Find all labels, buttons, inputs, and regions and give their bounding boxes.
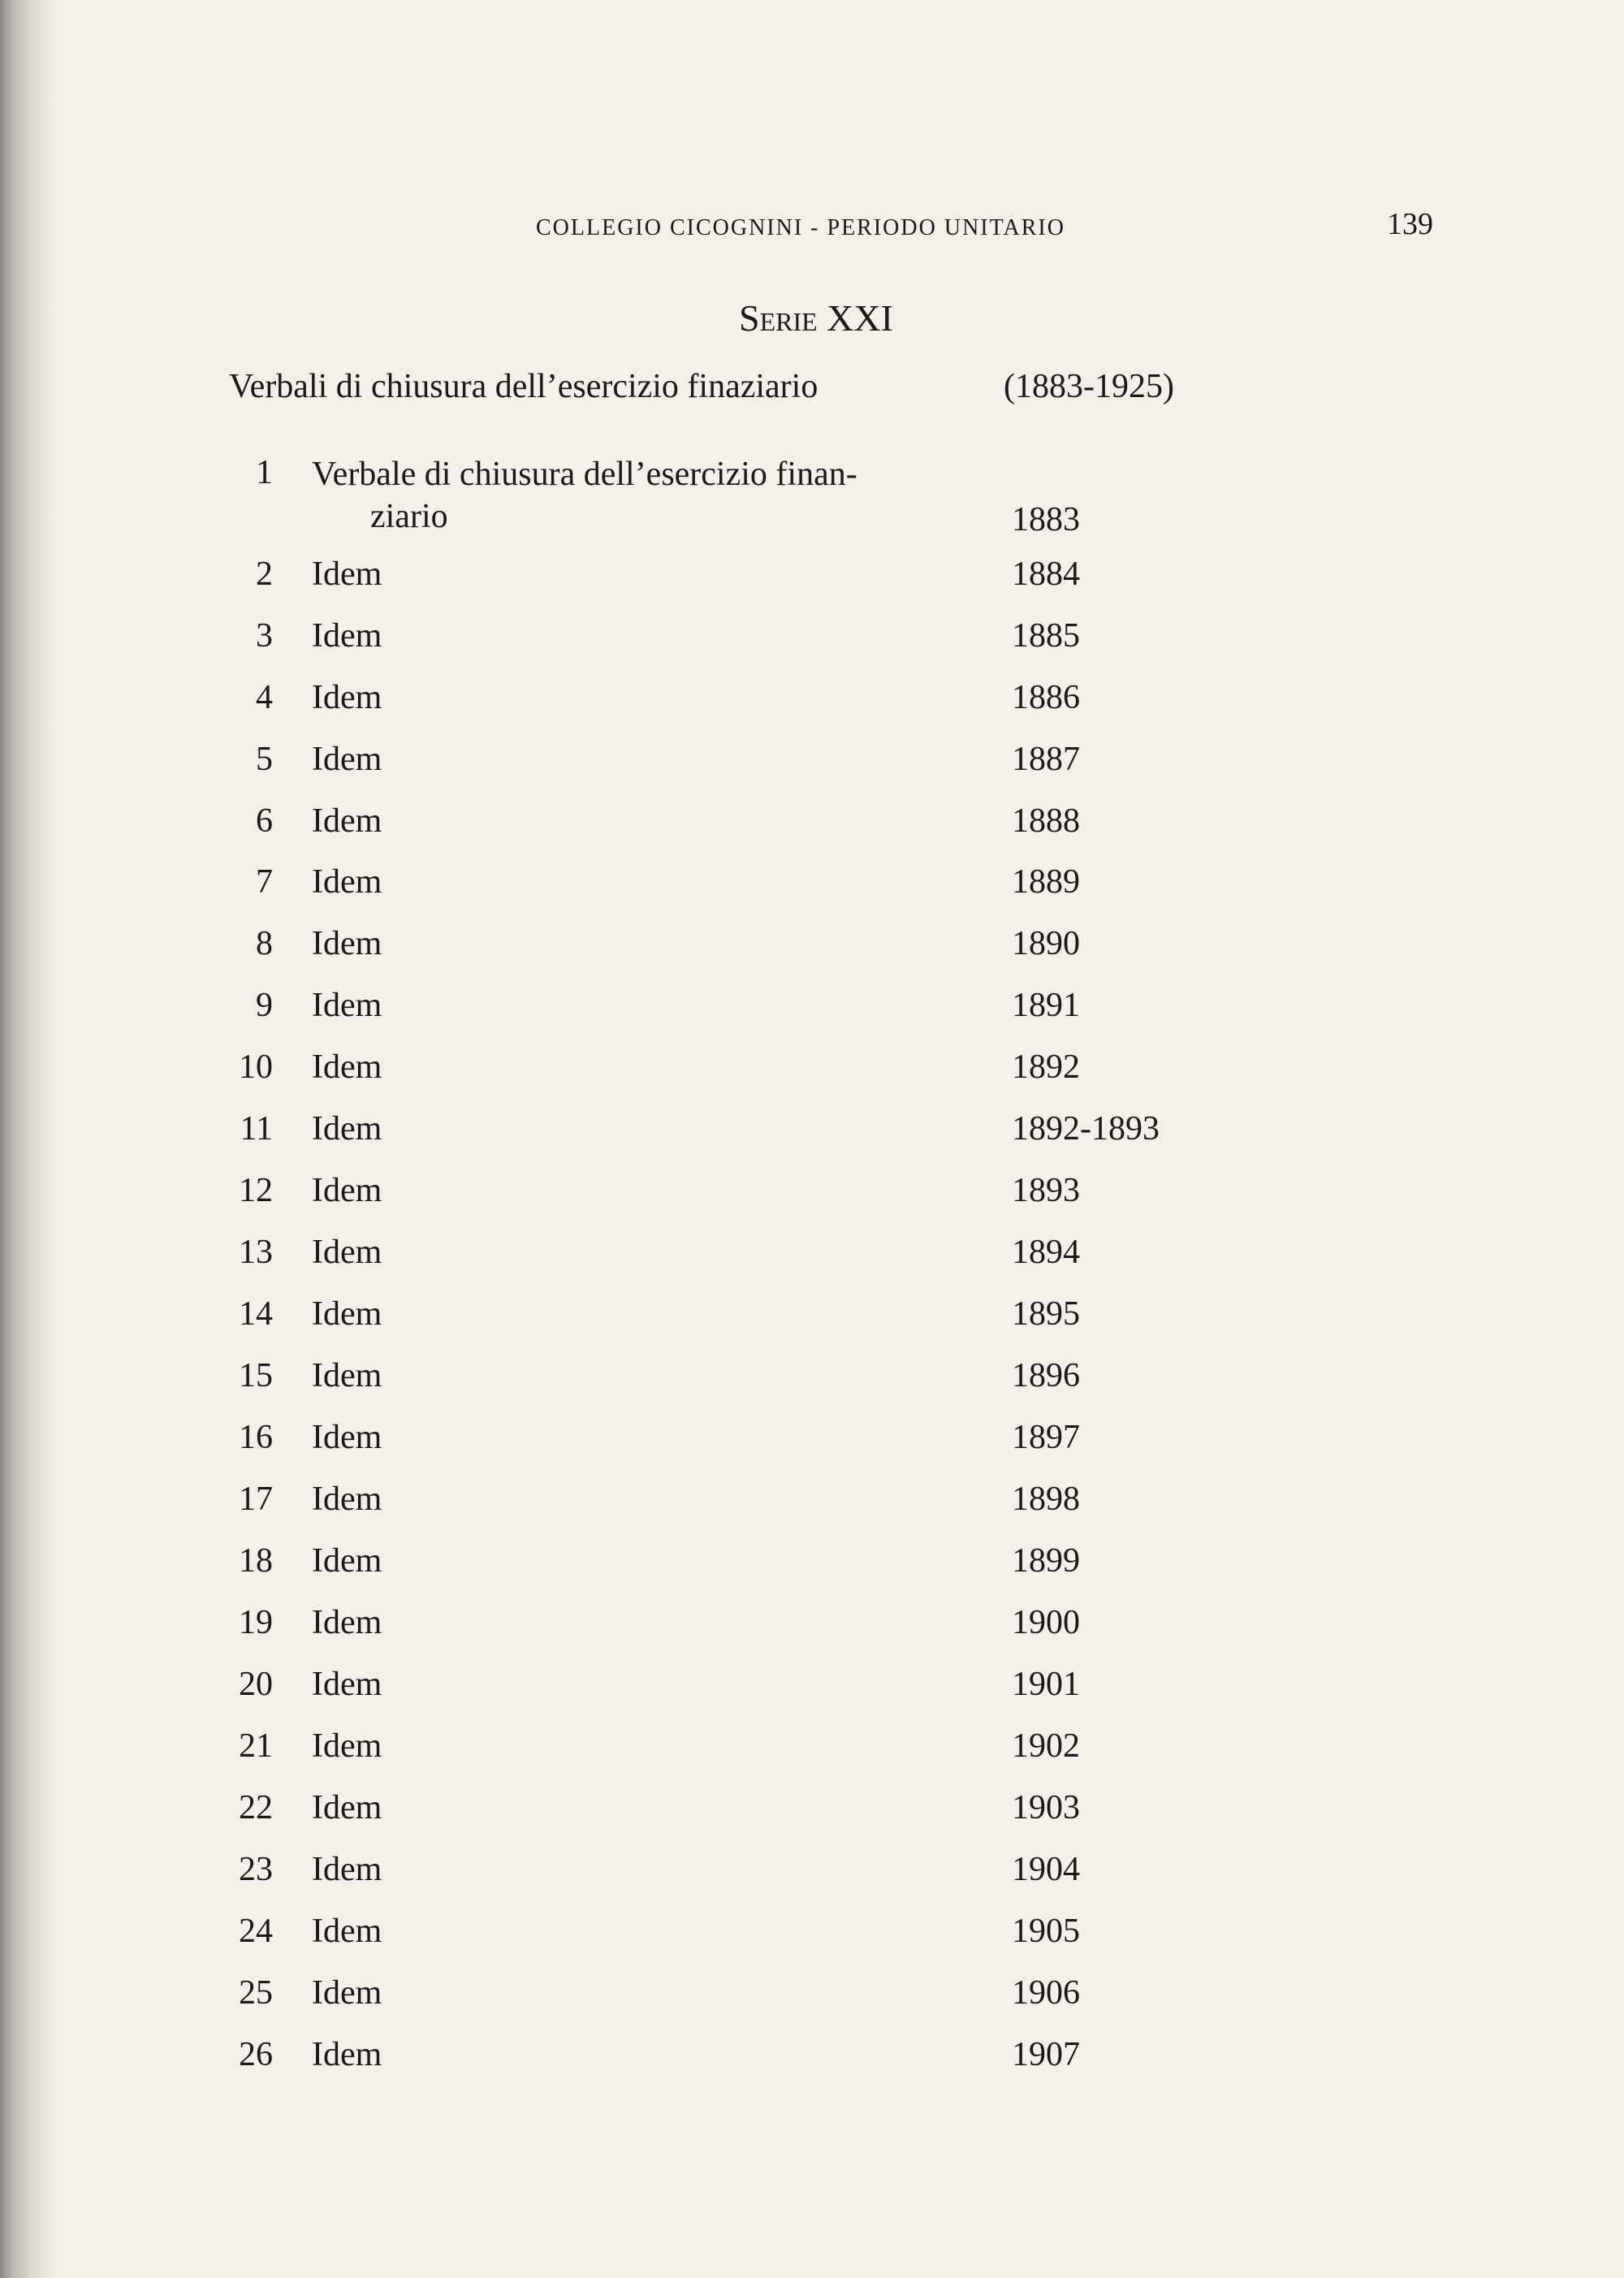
- entry-number: 3: [256, 617, 273, 655]
- entry-year: 1896: [1012, 1357, 1080, 1394]
- entry-description: Idem: [312, 863, 382, 901]
- entry-year: 1890: [1012, 925, 1080, 962]
- entry-number: 1: [256, 454, 273, 491]
- entry-description: Idem: [312, 1234, 382, 1271]
- entry-number: 20: [239, 1666, 273, 1703]
- entry-number: 22: [239, 1789, 273, 1826]
- entry-year: 1907: [1012, 2036, 1080, 2073]
- entry-description: Idem: [312, 741, 382, 778]
- entry-number: 15: [239, 1357, 273, 1394]
- series-subtitle: Verbali di chiusura dell’esercizio finaziario: [229, 368, 818, 405]
- list-item: [0, 1912, 1624, 1960]
- entry-number: 4: [256, 679, 273, 716]
- list-item: [0, 555, 1624, 603]
- entry-description: Idem: [312, 925, 382, 962]
- list-item: [0, 1973, 1624, 2022]
- list-item: [0, 1788, 1624, 1837]
- entry-description: Idem: [312, 1727, 382, 1765]
- list-item: [0, 616, 1624, 665]
- entry-description: Idem: [312, 1604, 382, 1641]
- entry-description-line: ziario: [370, 498, 448, 535]
- list-item: [0, 1295, 1624, 1343]
- list-item: [0, 1480, 1624, 1528]
- entry-year: 1892: [1012, 1048, 1080, 1086]
- entry-description: Idem: [312, 1666, 382, 1703]
- entry-description: Idem: [312, 1419, 382, 1456]
- list-item: [0, 1356, 1624, 1405]
- entry-year: 1884: [1012, 555, 1080, 593]
- list-item: [0, 862, 1624, 911]
- entry-description: Idem: [312, 679, 382, 716]
- entry-description: Idem: [312, 1110, 382, 1148]
- entry-number: 16: [239, 1419, 273, 1456]
- entry-number: 7: [256, 863, 273, 901]
- entry-description: Idem: [312, 1295, 382, 1333]
- list-item: [0, 453, 1624, 538]
- entry-description: Idem: [312, 1913, 382, 1950]
- entry-year: 1886: [1012, 679, 1080, 716]
- entry-year: 1897: [1012, 1419, 1080, 1456]
- entry-number: 2: [256, 555, 273, 593]
- entry-number: 13: [239, 1234, 273, 1271]
- list-item: [0, 1171, 1624, 1220]
- entry-year: 1891: [1012, 987, 1080, 1024]
- entry-number: 26: [239, 2036, 273, 2073]
- entry-year: 1883: [1012, 501, 1080, 538]
- entry-number: 14: [239, 1295, 273, 1333]
- entry-description: Idem: [312, 555, 382, 593]
- list-item: [0, 1603, 1624, 1652]
- entry-number: 5: [256, 741, 273, 778]
- entry-year: 1898: [1012, 1480, 1080, 1518]
- entry-year: 1903: [1012, 1789, 1080, 1826]
- entry-number: 19: [239, 1604, 273, 1641]
- entry-number: 11: [240, 1110, 273, 1148]
- page-number: 139: [1387, 207, 1433, 241]
- entry-year: 1887: [1012, 741, 1080, 778]
- list-item: [0, 740, 1624, 789]
- list-item: [0, 1109, 1624, 1158]
- series-date-range: (1883-1925): [1004, 368, 1174, 405]
- entry-description: Idem: [312, 802, 382, 840]
- entry-year: 1894: [1012, 1234, 1080, 1271]
- entry-number: 9: [256, 987, 273, 1024]
- entry-description: Idem: [312, 987, 382, 1024]
- entry-year: 1889: [1012, 863, 1080, 901]
- list-item: [0, 1665, 1624, 1714]
- list-item: [0, 986, 1624, 1035]
- entry-number: 12: [239, 1172, 273, 1209]
- list-item: [0, 924, 1624, 973]
- entry-number: 18: [239, 1542, 273, 1580]
- entry-year: 1895: [1012, 1295, 1080, 1333]
- entry-year: 1905: [1012, 1913, 1080, 1950]
- entry-description: Idem: [312, 1357, 382, 1394]
- list-item: [0, 2035, 1624, 2084]
- series-title: Serie XXI: [739, 297, 893, 339]
- entry-number: 8: [256, 925, 273, 962]
- running-head: COLLEGIO CICOGNINI - PERIODO UNITARIO: [536, 215, 1065, 240]
- entry-number: 21: [239, 1727, 273, 1765]
- entry-description-line: Verbale di chiusura dell’esercizio finan-: [312, 456, 857, 493]
- entry-description: Idem: [312, 1048, 382, 1086]
- entry-year: 1901: [1012, 1666, 1080, 1703]
- entry-description: Idem: [312, 617, 382, 655]
- list-item: [0, 1850, 1624, 1899]
- entry-description: Idem: [312, 1851, 382, 1888]
- list-item: [0, 1541, 1624, 1590]
- entry-number: 23: [239, 1851, 273, 1888]
- entry-description: Idem: [312, 1480, 382, 1518]
- entry-description: Idem: [312, 1789, 382, 1826]
- entry-year: 1902: [1012, 1727, 1080, 1765]
- list-item: [0, 802, 1624, 850]
- entry-year: 1885: [1012, 617, 1080, 655]
- entry-description: Idem: [312, 1974, 382, 2012]
- list-item: [0, 1233, 1624, 1282]
- entry-year: 1893: [1012, 1172, 1080, 1209]
- entry-year: 1892-1893: [1012, 1110, 1160, 1148]
- entry-year: 1900: [1012, 1604, 1080, 1641]
- list-item: [0, 1048, 1624, 1096]
- entry-number: 24: [239, 1913, 273, 1950]
- entry-description: Idem: [312, 1172, 382, 1209]
- entry-number: 25: [239, 1974, 273, 2012]
- entry-year: 1904: [1012, 1851, 1080, 1888]
- entry-number: 6: [256, 802, 273, 840]
- entry-year: 1906: [1012, 1974, 1080, 2012]
- entry-number: 17: [239, 1480, 273, 1518]
- entry-year: 1888: [1012, 802, 1080, 840]
- entry-year: 1899: [1012, 1542, 1080, 1580]
- entry-number: 10: [239, 1048, 273, 1086]
- list-item: [0, 1418, 1624, 1467]
- entry-description: Idem: [312, 2036, 382, 2073]
- list-item: [0, 678, 1624, 727]
- entry-description: [312, 453, 966, 538]
- list-item: [0, 1727, 1624, 1775]
- entry-description: Idem: [312, 1542, 382, 1580]
